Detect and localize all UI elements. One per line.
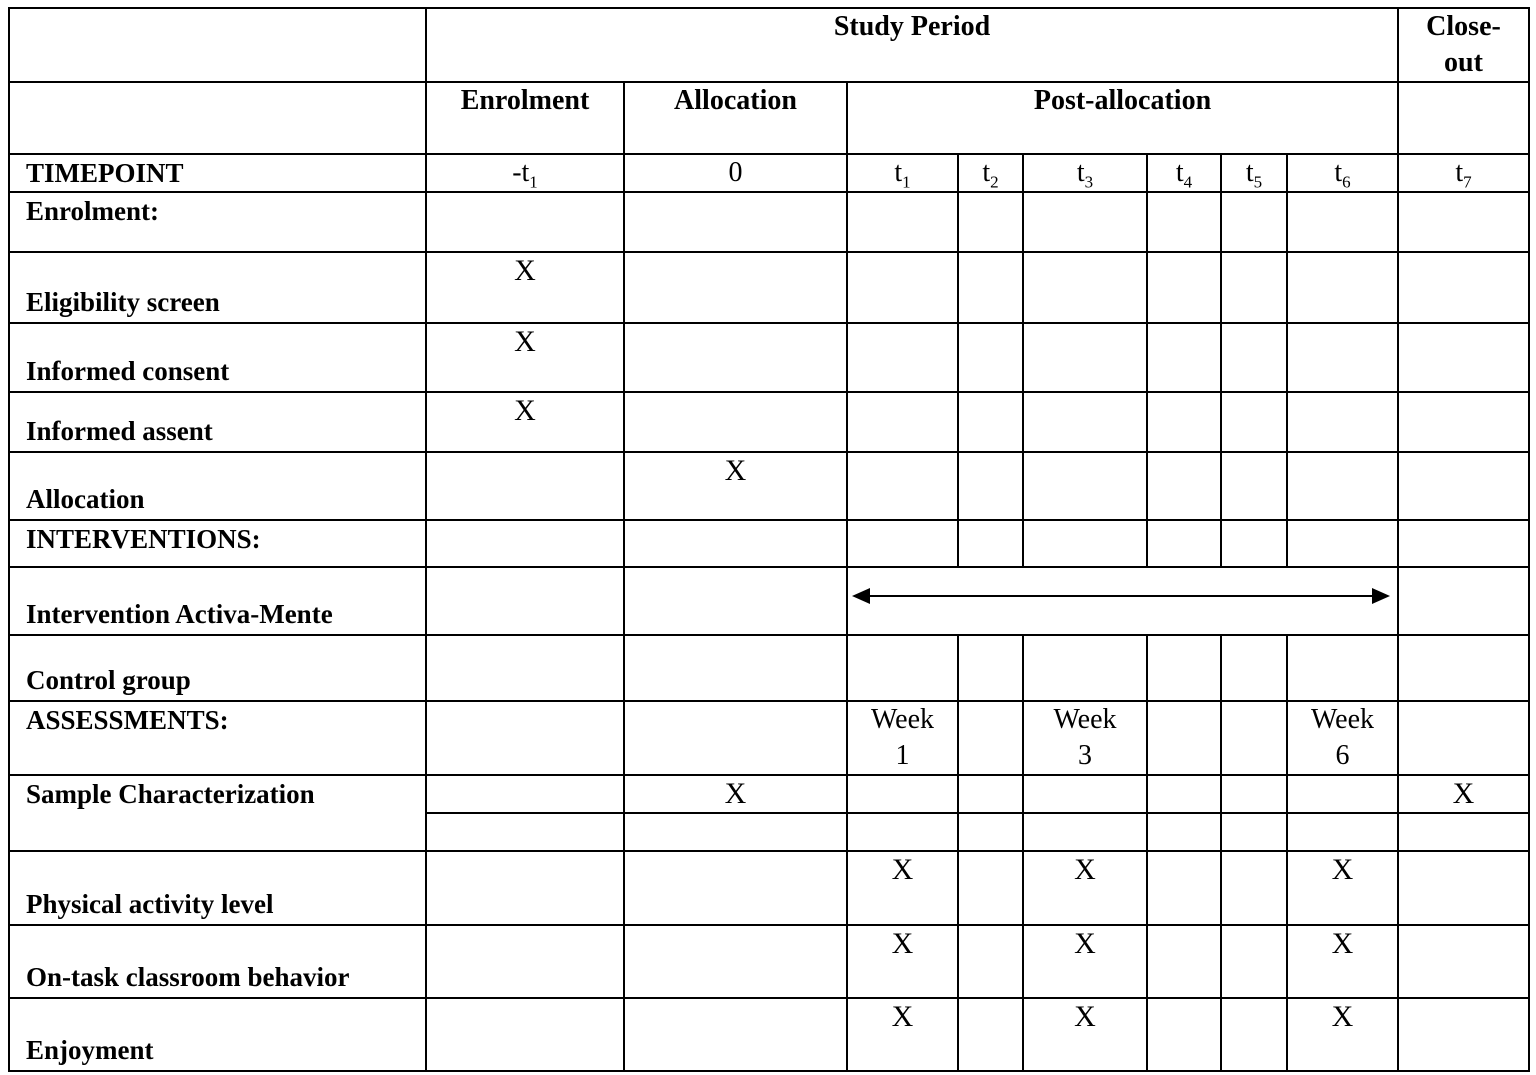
section-label-interventions: INTERVENTIONS: [9, 520, 426, 567]
timepoint-cell: $-t_1$ [426, 154, 624, 192]
mark-x: X [1023, 851, 1147, 925]
row-label-intervention: Intervention Activa-Mente [9, 567, 426, 635]
row-eligibility-screen [9, 252, 1529, 323]
timepoint-label: TIMEPOINT [9, 154, 426, 192]
mark-x: X [1398, 775, 1529, 813]
mark-x: X [624, 775, 847, 813]
row-informed-assent [9, 392, 1529, 452]
timepoint-cell: $t_1$ [847, 154, 958, 192]
double-arrow-icon [852, 586, 1392, 606]
spirit-schedule-table [8, 7, 1530, 1072]
section-label-enrolment: Enrolment: [9, 192, 426, 252]
mark-x: X [1023, 925, 1147, 998]
mark-x: X [1287, 851, 1398, 925]
timepoint-row [9, 154, 1529, 192]
enrolment-phase-header: Enrolment [426, 82, 624, 154]
header-row-study-period [9, 8, 1529, 82]
mark-x: X [847, 998, 958, 1071]
row-enjoyment [9, 998, 1529, 1071]
week-label-3: Week 3 [1023, 701, 1147, 775]
allocation-phase-header: Allocation [624, 82, 847, 154]
mark-x: X [847, 851, 958, 925]
timepoint-cell: $t_7$ [1398, 154, 1529, 192]
intervention-duration-arrow [847, 567, 1398, 635]
section-row-assessments [9, 701, 1529, 775]
study-period-header: Study Period [426, 8, 1398, 82]
mark-x: X [1287, 925, 1398, 998]
row-control-group [9, 635, 1529, 701]
timepoint-cell: 0 [624, 154, 847, 192]
section-row-interventions [9, 520, 1529, 567]
timepoint-cell: $t_3$ [1023, 154, 1147, 192]
row-sample-characterization [9, 775, 1529, 813]
row-on-task-behavior [9, 925, 1529, 998]
mark-x: X [426, 252, 624, 323]
row-informed-consent [9, 323, 1529, 392]
mark-x: X [1287, 998, 1398, 1071]
section-row-enrolment [9, 192, 1529, 252]
row-label-informed-consent: Informed consent [9, 323, 426, 392]
row-physical-activity [9, 851, 1529, 925]
section-label-assessments: ASSESSMENTS: [9, 701, 426, 775]
header-row-phases [9, 82, 1529, 154]
week-label-6: Week 6 [1287, 701, 1398, 775]
mark-x: X [1023, 998, 1147, 1071]
close-out-line1: Close- [1426, 11, 1501, 42]
close-out-line2: out [1444, 47, 1483, 78]
row-intervention-activa-mente [9, 567, 1529, 635]
timepoint-cell: $t_2$ [958, 154, 1023, 192]
timepoint-cell: $t_5$ [1221, 154, 1287, 192]
week-label-1: Week 1 [847, 701, 958, 775]
mark-x: X [624, 452, 847, 520]
mark-x: X [426, 392, 624, 452]
phase-corner-cell [9, 82, 426, 154]
post-allocation-phase-header: Post-allocation [847, 82, 1398, 154]
close-out-phase-cell [1398, 82, 1529, 154]
row-label-eligibility: Eligibility screen [9, 252, 426, 323]
row-label-physical: Physical activity level [9, 851, 426, 925]
row-label-sample: Sample Characterization [9, 775, 426, 851]
row-label-allocation: Allocation [9, 452, 426, 520]
row-label-enjoyment: Enjoyment [9, 998, 426, 1071]
timepoint-cell: $t_4$ [1147, 154, 1221, 192]
mark-x: X [426, 323, 624, 392]
row-label-ontask: On-task classroom behavior [9, 925, 426, 998]
close-out-header [1398, 8, 1529, 82]
timepoint-cell: $t_6$ [1287, 154, 1398, 192]
row-label-control: Control group [9, 635, 426, 701]
header-corner-cell [9, 8, 426, 82]
row-label-informed-assent: Informed assent [9, 392, 426, 452]
row-allocation [9, 452, 1529, 520]
mark-x: X [847, 925, 958, 998]
